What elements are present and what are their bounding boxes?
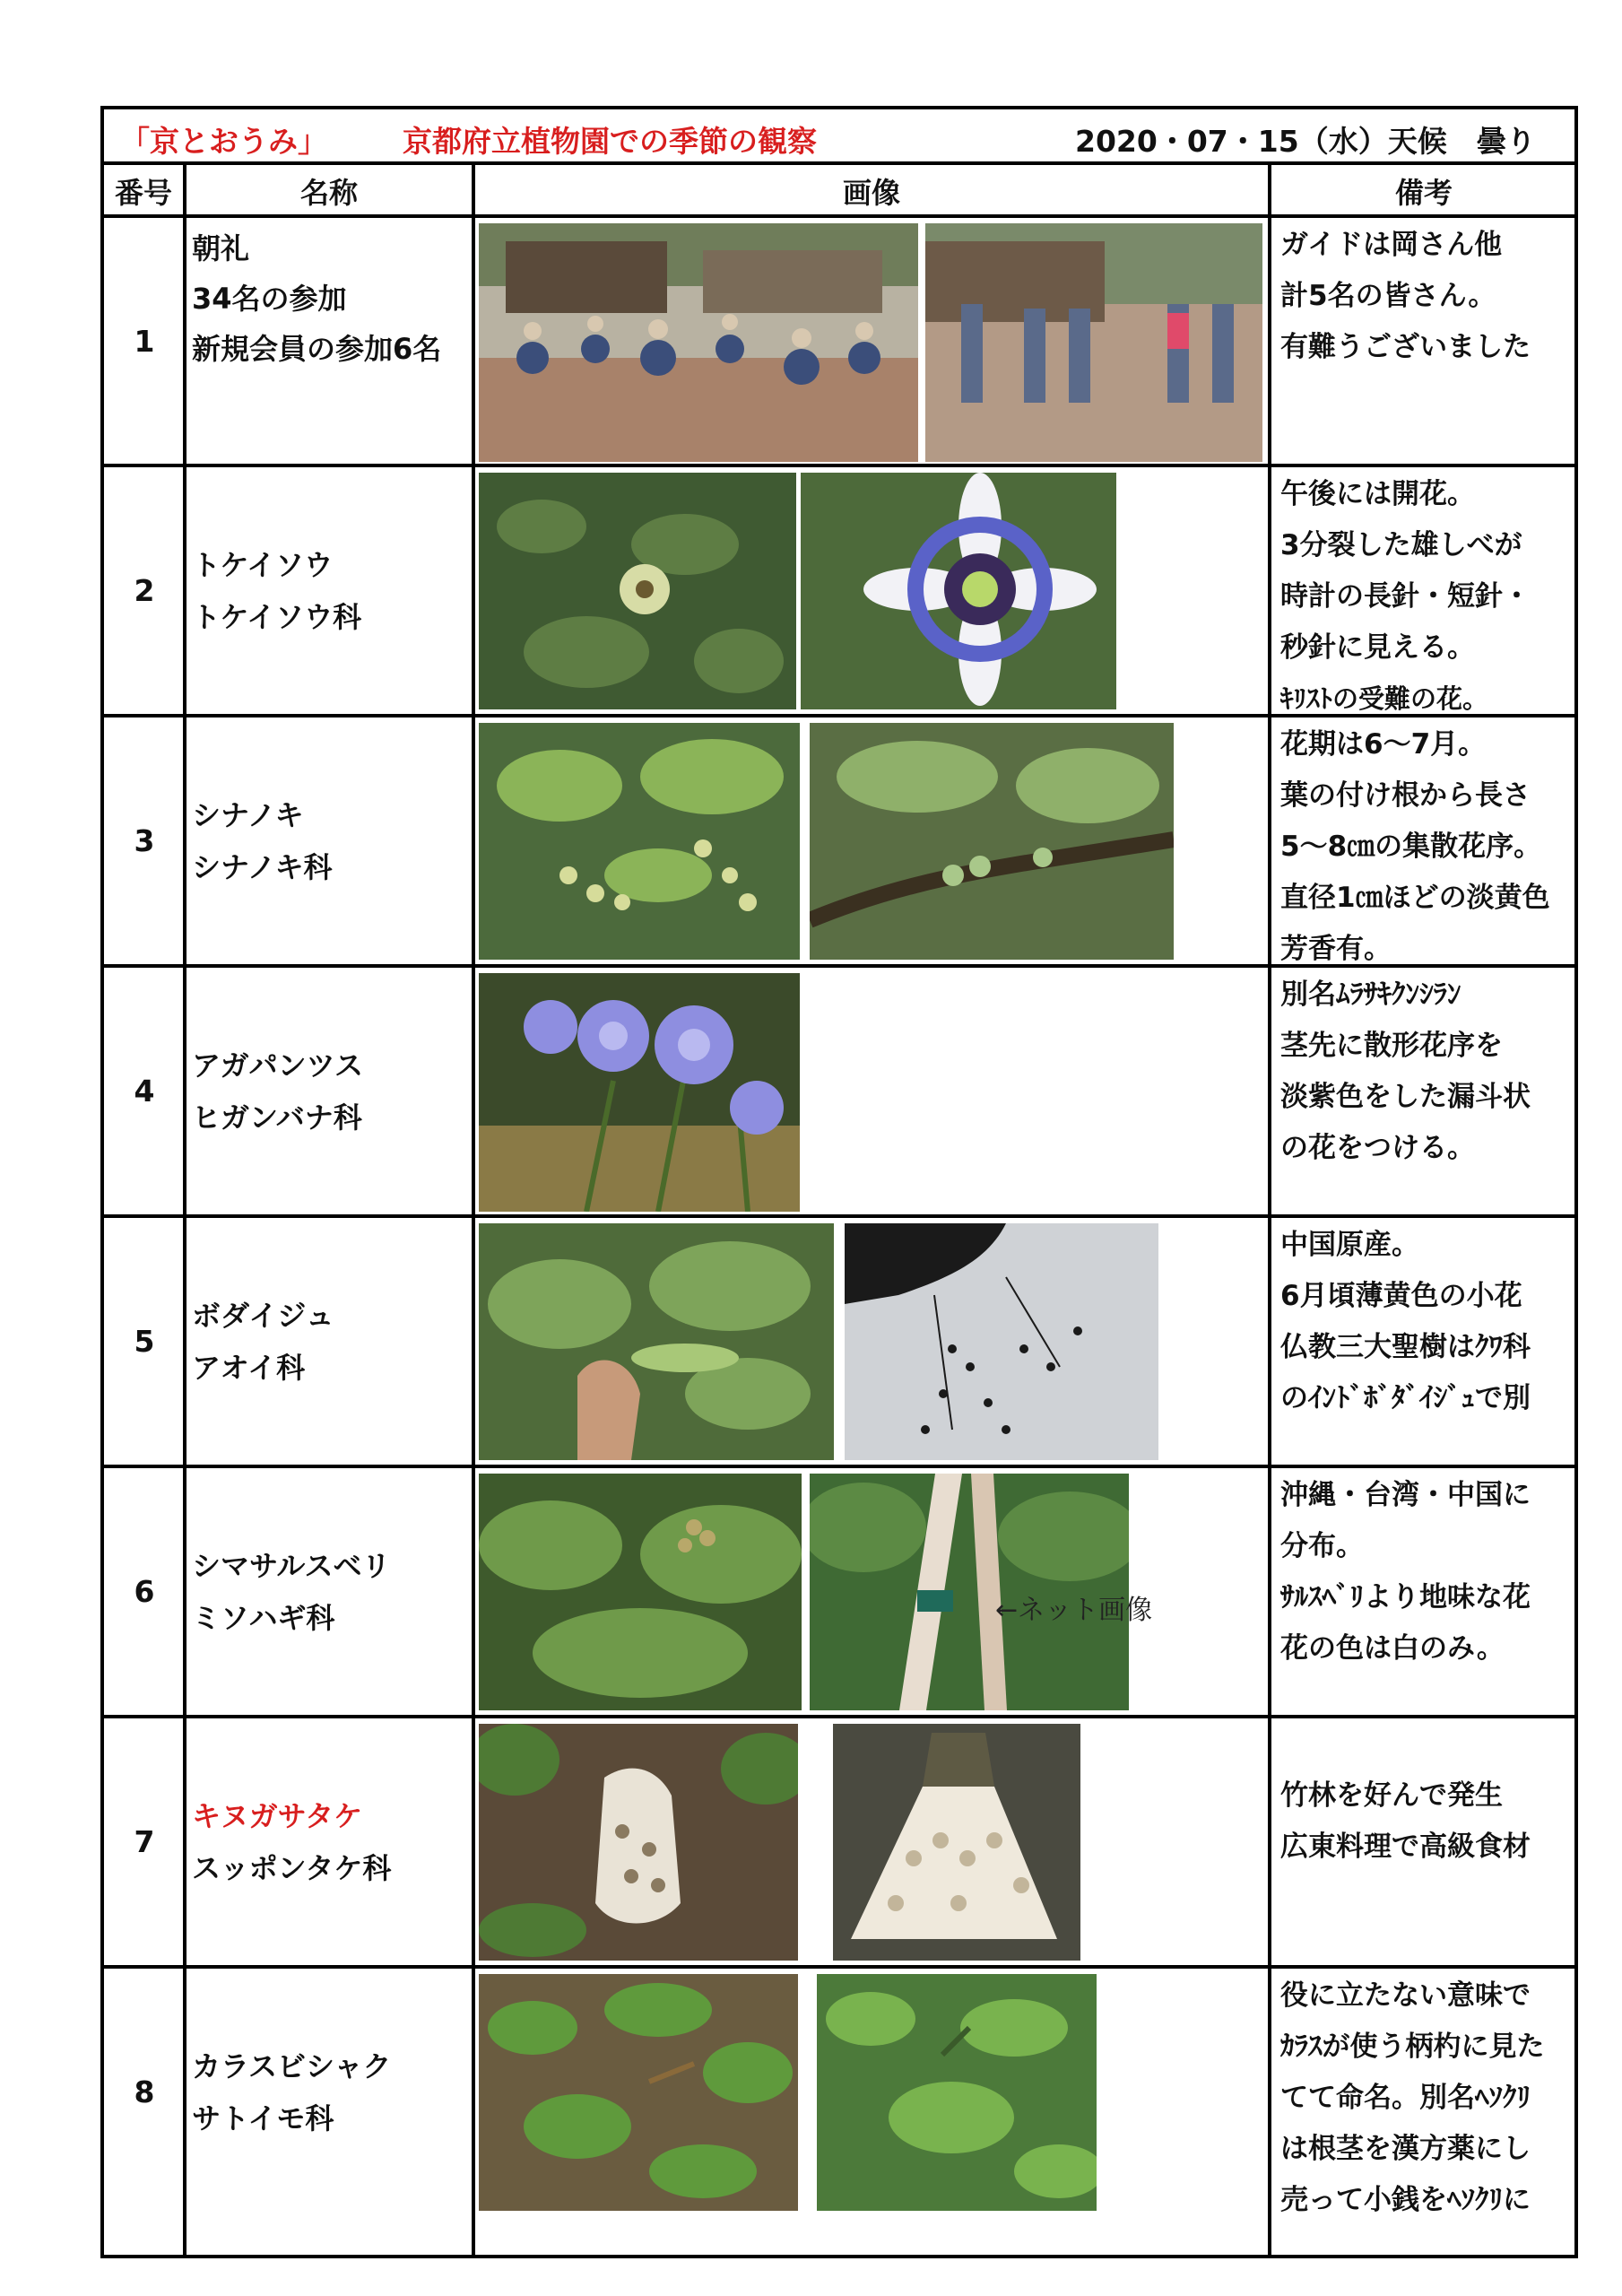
note-line: 花期は6〜7月。: [1280, 728, 1487, 761]
name-line: ヒガンバナ科: [192, 1100, 362, 1135]
table-row: [104, 1969, 1574, 2258]
table-row: [104, 1218, 1574, 1465]
header-name: 名称: [299, 176, 358, 210]
linden-flowers-photo: [479, 723, 800, 960]
name-line: 34名の参加: [192, 282, 347, 316]
row-number: 1: [134, 323, 155, 359]
table-row: [104, 968, 1574, 1214]
note-line: 淡紫色をした漏斗状: [1280, 1081, 1531, 1113]
note-line: 分布。: [1280, 1530, 1364, 1562]
row-name: [192, 718, 470, 964]
passionflower-bud-photo: [479, 473, 796, 709]
name-line: シナノキ: [192, 797, 304, 832]
row-name: [192, 1969, 470, 2215]
name-line: キヌガサタケ: [192, 1798, 363, 1833]
note-line: 秒針に見える。: [1280, 631, 1475, 664]
row-number: 4: [134, 1074, 155, 1109]
table-row: [104, 467, 1574, 714]
row-notes: [1280, 1468, 1576, 1717]
crape-myrtle-foliage-photo: [479, 1474, 802, 1710]
note-line: は根茎を漢方薬にし: [1280, 2133, 1531, 2165]
row-number: 7: [134, 1824, 155, 1859]
note-line: 葉の付け根から長さ: [1280, 779, 1531, 812]
note-line: の花をつける。: [1280, 1132, 1475, 1164]
pinellia-photo-2: [817, 1974, 1097, 2211]
row-number: 2: [134, 573, 155, 608]
name-line: シマサルスベリ: [192, 1548, 391, 1583]
note-line: ｶﾗｽが使う柄杓に見た: [1280, 2031, 1545, 2063]
date-weather: 2020・07・15（水）天候 曇り: [1075, 124, 1536, 159]
row-name: [192, 968, 470, 1214]
observation-sheet: [100, 106, 1578, 2258]
row-notes: [1280, 1969, 1576, 2217]
note-line: 時計の長針・短針・: [1280, 580, 1531, 613]
table-row: [104, 1718, 1574, 1965]
row-notes: [1280, 467, 1576, 716]
row-number: 8: [134, 2074, 155, 2109]
name-line: トケイソウ科: [192, 599, 362, 634]
note-line: ｷﾘｽﾄの受難の花。: [1280, 683, 1489, 714]
note-line: 広東料理で高級食材: [1280, 1831, 1531, 1863]
row-name: [192, 1718, 470, 1965]
name-line: アガパンツス: [192, 1048, 364, 1083]
name-line: ボダイジュ: [192, 1298, 334, 1333]
table-row: [104, 218, 1574, 464]
note-line: 中国原産。: [1280, 1229, 1419, 1261]
group-name: 「京とおうみ」: [120, 124, 327, 159]
name-line: トケイソウ: [192, 547, 334, 582]
row-name: [192, 1218, 470, 1465]
header-number: 番号: [114, 176, 172, 210]
linden-fruit-photo: [810, 723, 1174, 960]
row-number: 3: [134, 823, 155, 858]
row-notes: [1280, 718, 1583, 966]
note-line: 芳香有。: [1280, 933, 1392, 965]
row-notes: [1280, 968, 1576, 1216]
note-line: 花の色は白のみ。: [1280, 1632, 1505, 1665]
net-image-note: ←ネット画像: [995, 1595, 1153, 1626]
note-line: 6月頃薄黄色の小花: [1280, 1280, 1522, 1312]
note-line: 仏教三大聖樹はｸﾜ科: [1280, 1331, 1531, 1363]
name-line: カラスビシャク: [192, 2048, 392, 2083]
agapanthus-photo: [479, 973, 800, 1212]
row-notes: [1280, 1218, 1576, 1466]
group-photo: [479, 223, 918, 462]
note-line: 午後には開花。: [1280, 478, 1475, 510]
note-line: 沖縄・台湾・中国に: [1280, 1479, 1531, 1511]
note-line: 竹林を好んで発生: [1280, 1779, 1503, 1812]
note-line: ガイドは岡さん他: [1280, 229, 1503, 261]
note-line: 5〜8㎝の集散花序。: [1280, 831, 1542, 863]
passionflower-bloom-photo: [801, 473, 1116, 709]
note-line: 売って小銭をﾍｿｸﾘに: [1280, 2184, 1531, 2216]
row-notes: [1280, 1769, 1576, 1959]
name-line: サトイモ科: [192, 2100, 334, 2135]
row-name: [192, 218, 470, 469]
name-line: アオイ科: [192, 1350, 306, 1385]
note-line: ｻﾙｽﾍﾞﾘより地味な花: [1280, 1581, 1531, 1613]
veiled-lady-photo: [479, 1724, 798, 1961]
row-name: [192, 467, 470, 714]
note-line: 有難うございました: [1280, 331, 1531, 363]
note-line: のｲﾝﾄﾞﾎﾞﾀﾞｲｼﾞｭで別: [1280, 1382, 1531, 1414]
guides-photo: [925, 223, 1262, 462]
bodhi-leaf-photo: [479, 1223, 834, 1460]
row-name: [192, 1468, 470, 1715]
pinellia-photo-1: [479, 1974, 798, 2211]
note-line: 計5名の皆さん。: [1280, 280, 1496, 312]
note-line: てて命名。別名ﾍｿｸﾘ: [1280, 2082, 1531, 2114]
header-notes: 備考: [1394, 176, 1453, 210]
note-line: 直径1㎝ほどの淡黄色: [1280, 882, 1550, 914]
table-row: [104, 1468, 1574, 1715]
note-line: 役に立たない意味で: [1280, 1979, 1531, 2012]
name-line: スッポンタケ科: [192, 1850, 392, 1885]
row-number: 5: [134, 1324, 155, 1359]
name-line: 朝礼: [192, 231, 250, 265]
table-row: [104, 718, 1574, 964]
veiled-lady-net-photo: [833, 1724, 1080, 1961]
note-line: 3分裂した雄しべが: [1280, 529, 1522, 561]
row-notes: [1280, 218, 1576, 465]
note-line: 茎先に散形花序を: [1280, 1030, 1503, 1062]
name-line: シナノキ科: [192, 849, 333, 884]
header-image: 画像: [842, 176, 900, 210]
bodhi-silhouette-photo: [845, 1223, 1158, 1460]
row-number: 6: [134, 1574, 155, 1609]
page-title: 京都府立植物園での季節の観察: [403, 124, 817, 159]
name-line: 新規会員の参加6名: [192, 332, 442, 366]
name-line: ミソハギ科: [192, 1600, 335, 1635]
note-line: 別名ﾑﾗｻｷｸﾝｼﾗﾝ: [1280, 978, 1462, 1011]
